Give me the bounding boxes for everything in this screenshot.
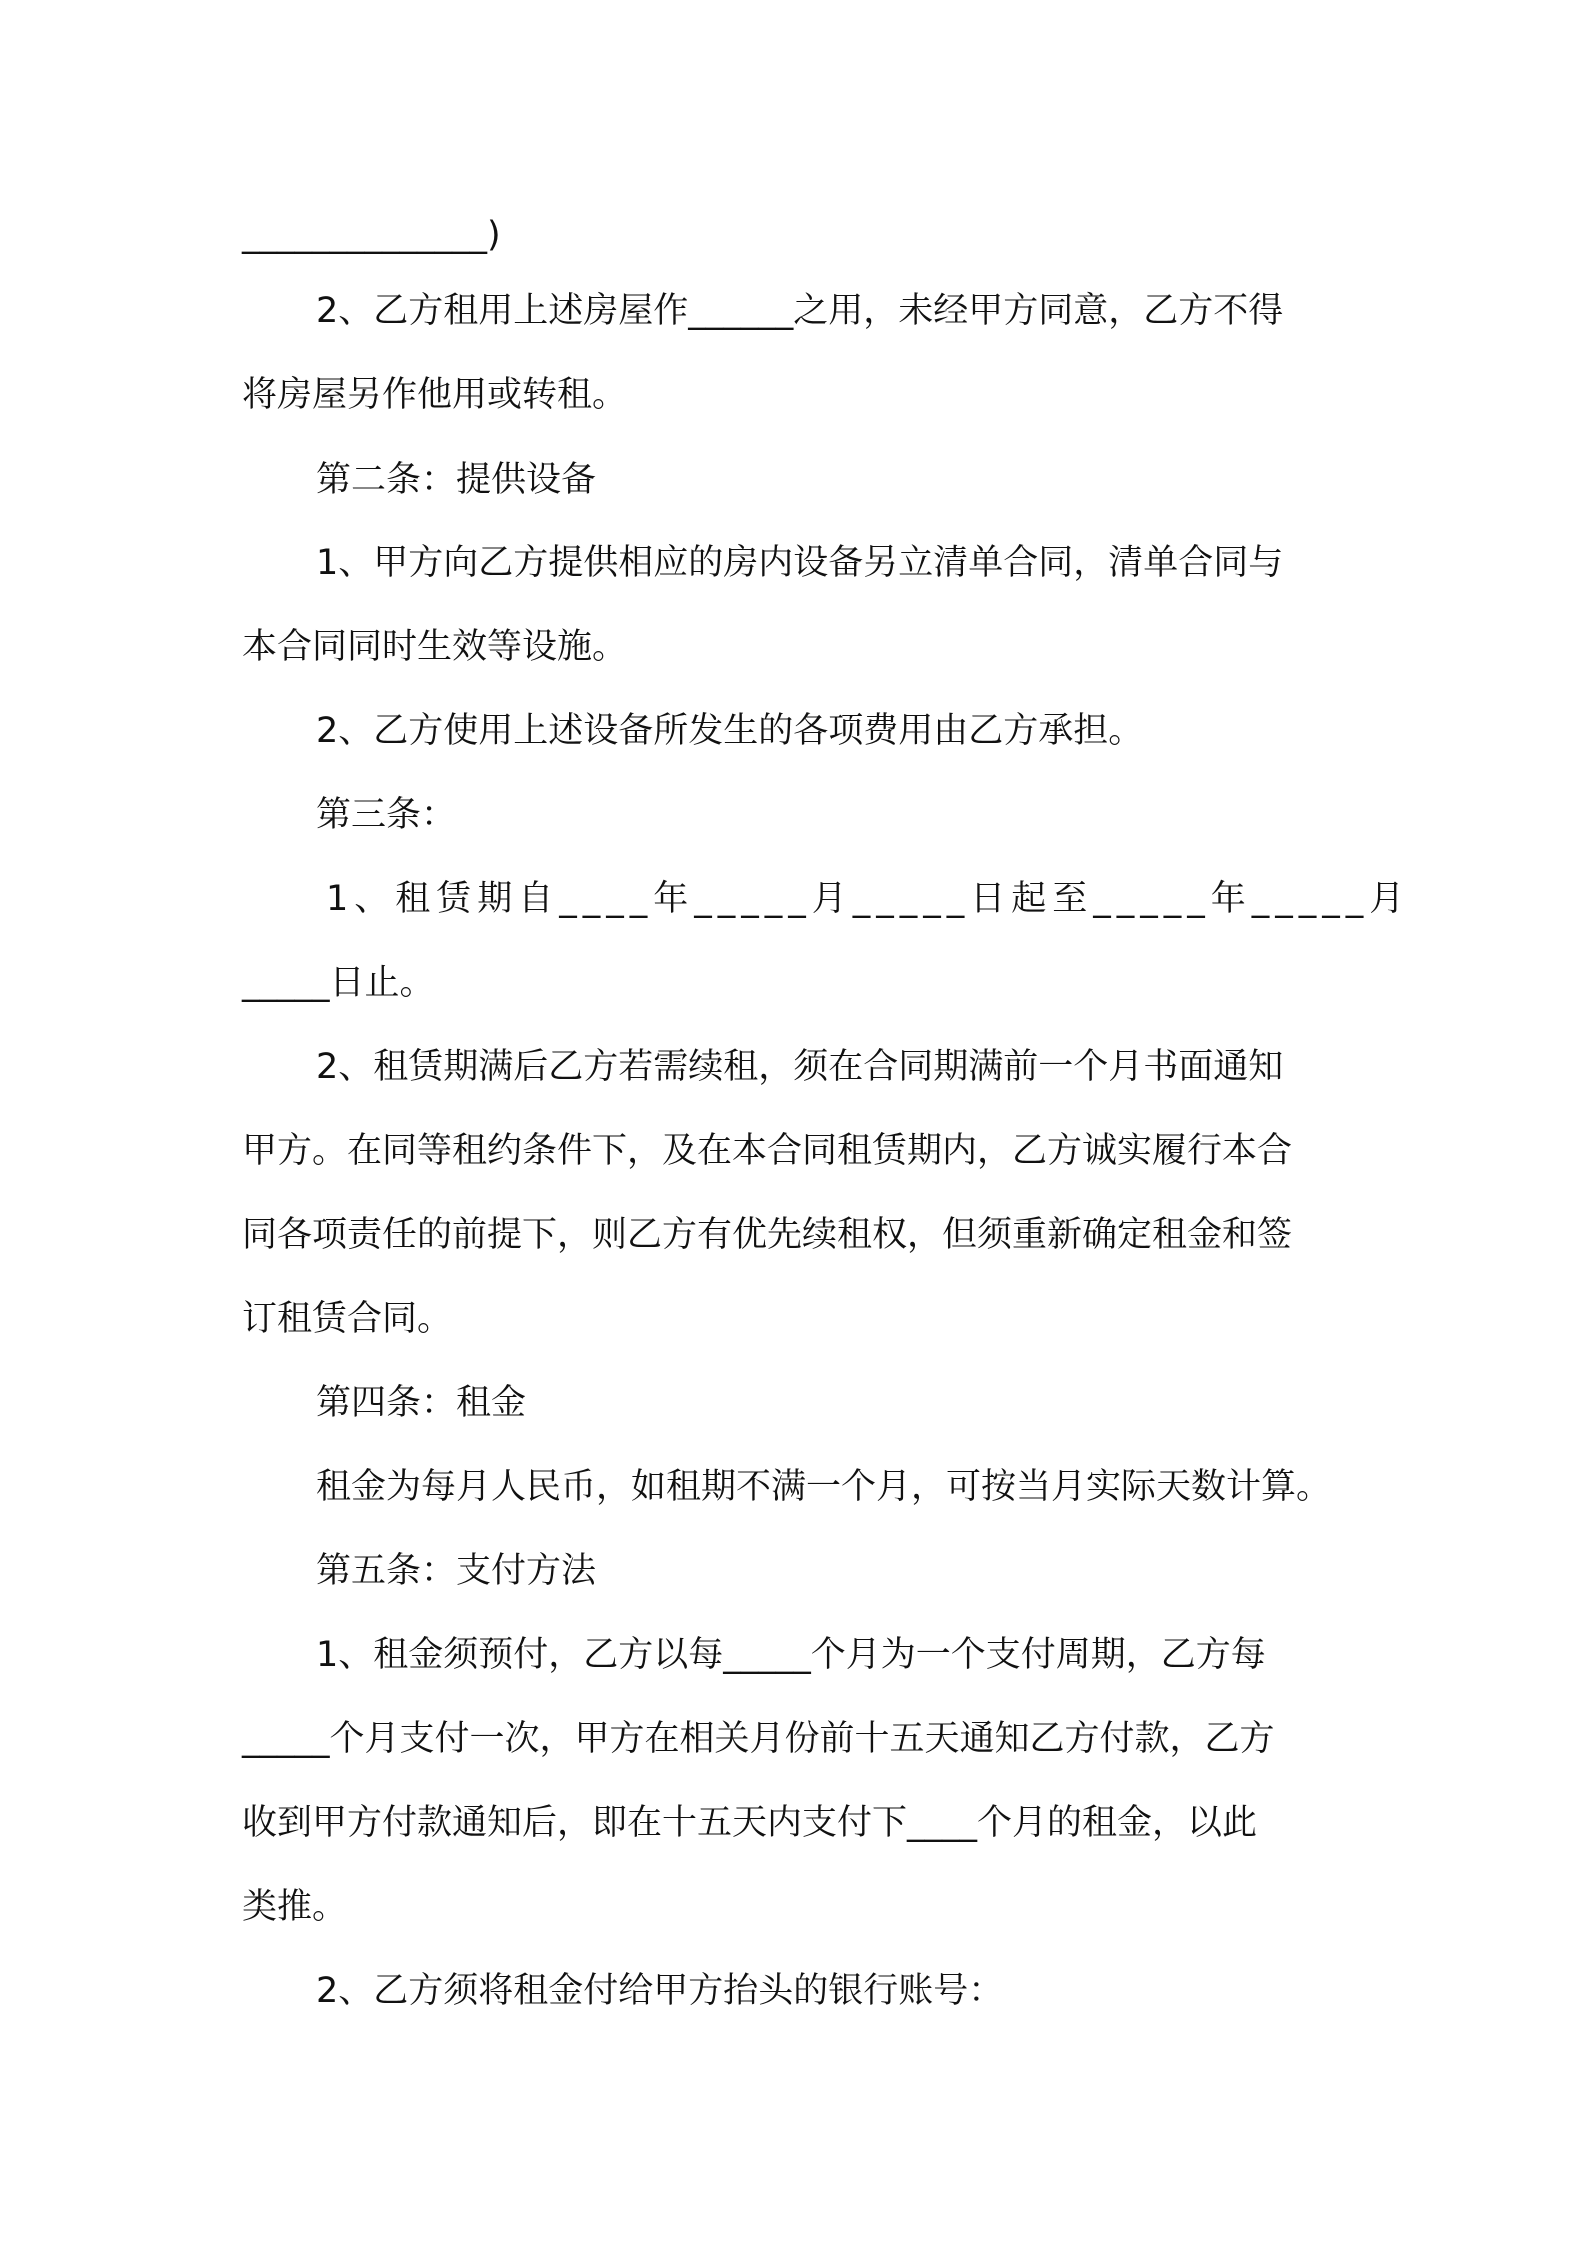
article-5-item-1-line-4: 类推。 [242, 1887, 348, 1927]
article-5-item-1-line-3: 收到甲方付款通知后，即在十五天内支付下____个月的租金，以此 [242, 1803, 1258, 1843]
article-4-body: 租金为每月人民币，如租期不满一个月，可按当月实际天数计算。 [316, 1467, 1332, 1507]
article-5-heading: 第五条：支付方法 [316, 1551, 597, 1591]
article-3-item-2-line-1: 2、租赁期满后乙方若需续租，须在合同期满前一个月书面通知 [316, 1047, 1284, 1087]
clause-1-item-2-line-2: 将房屋另作他用或转租。 [242, 375, 628, 415]
article-3-heading: 第三条： [316, 795, 457, 835]
article-3-item-2-line-2: 甲方。在同等租约条件下，及在本合同租赁期内，乙方诚实履行本合 [242, 1131, 1293, 1171]
article-2-item-1-line-1: 1、甲方向乙方提供相应的房内设备另立清单合同，清单合同与 [316, 543, 1284, 583]
article-3-item-2-line-4: 订租赁合同。 [242, 1299, 453, 1339]
article-3-item-1-line-2: _____日止。 [242, 963, 435, 1003]
article-5-item-1-line-1: 1、租金须预付，乙方以每_____个月为一个支付周期，乙方每 [316, 1635, 1266, 1675]
blank-line-end: ______________) [242, 215, 501, 255]
article-5-item-1-line-2: _____个月支付一次，甲方在相关月份前十五天通知乙方付款，乙方 [242, 1719, 1275, 1759]
clause-1-item-2-line-1: 2、乙方租用上述房屋作______之用，未经甲方同意，乙方不得 [316, 291, 1284, 331]
article-3-item-2-line-3: 同各项责任的前提下，则乙方有优先续租权，但须重新确定租金和签 [242, 1215, 1293, 1255]
article-2-heading: 第二条：提供设备 [316, 460, 597, 500]
article-2-item-1-line-2: 本合同同时生效等设施。 [242, 627, 628, 667]
article-4-heading: 第四条：租金 [316, 1383, 527, 1423]
article-3-item-1-line-1: 1、租赁期自____年_____月_____日起至_____年_____月 [326, 879, 1411, 919]
article-2-item-2: 2、乙方使用上述设备所发生的各项费用由乙方承担。 [316, 711, 1144, 751]
article-5-item-2: 2、乙方须将租金付给甲方抬头的银行账号： [316, 1971, 1004, 2011]
